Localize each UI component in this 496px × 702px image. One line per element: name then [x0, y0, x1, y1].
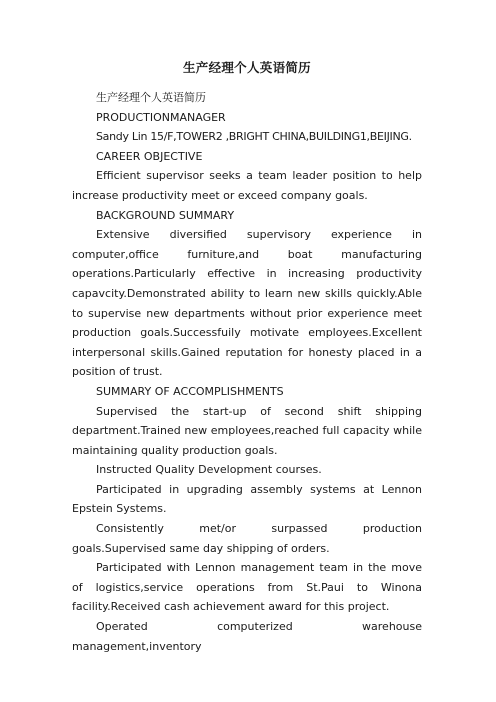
- accomplishment-item: Supervised the start-up of second shift shipping department.Trained new employees,reached full capacity while maintaining quality production goals.: [72, 404, 422, 457]
- career-objective-text: Efficient supervisor seeks a team leader position to help increase productivity meet or exceed company goals.: [72, 169, 422, 202]
- contact-address: Sandy Lin 15/F,TOWER2 ,BRIGHT CHINA,BUILDING1,BEIJING.: [96, 130, 412, 144]
- accomplishment-item: Participated with Lennon management team in the move of logistics,service operations from St.Paui to Winona facility.Received cash achievement award for this project.: [72, 561, 422, 614]
- section-heading-accomplishments: SUMMARY OF ACCOMPLISHMENTS: [96, 384, 284, 398]
- accomplishment-item: Instructed Quality Development courses.: [96, 463, 322, 477]
- accomplishment-item: Participated in upgrading assembly systems at Lennon Epstein Systems.: [72, 482, 422, 516]
- accomplishment-item: Consistently met/or surpassed production goals.Supervised same day shipping of orders.: [72, 522, 422, 555]
- section-heading-background-summary: BACKGROUND SUMMARY: [96, 208, 235, 222]
- background-summary-text: Extensive diversified supervisory experience in computer,office furniture,and boat manufacturing operations.Particularly effective in increasing productivity capavcity.Demonstrated ability to learn new skills quickly.Able to supervise new departments without prior experience meet production goals.Successfuily motivate employees.Excellent interpersonal skills.Gained reputation for honesty placed in a position of trust.: [72, 228, 422, 379]
- job-title: PRODUCTIONMANAGER: [96, 110, 226, 124]
- accomplishment-item: Operated computerized warehouse management,inventory: [72, 620, 422, 653]
- document-title: 生产经理个人英语简历: [182, 60, 311, 75]
- document-page: [72, 58, 422, 656]
- resume-heading-cn: 生产经理个人英语简历: [96, 91, 206, 104]
- section-heading-career-objective: CAREER OBJECTIVE: [96, 149, 203, 163]
